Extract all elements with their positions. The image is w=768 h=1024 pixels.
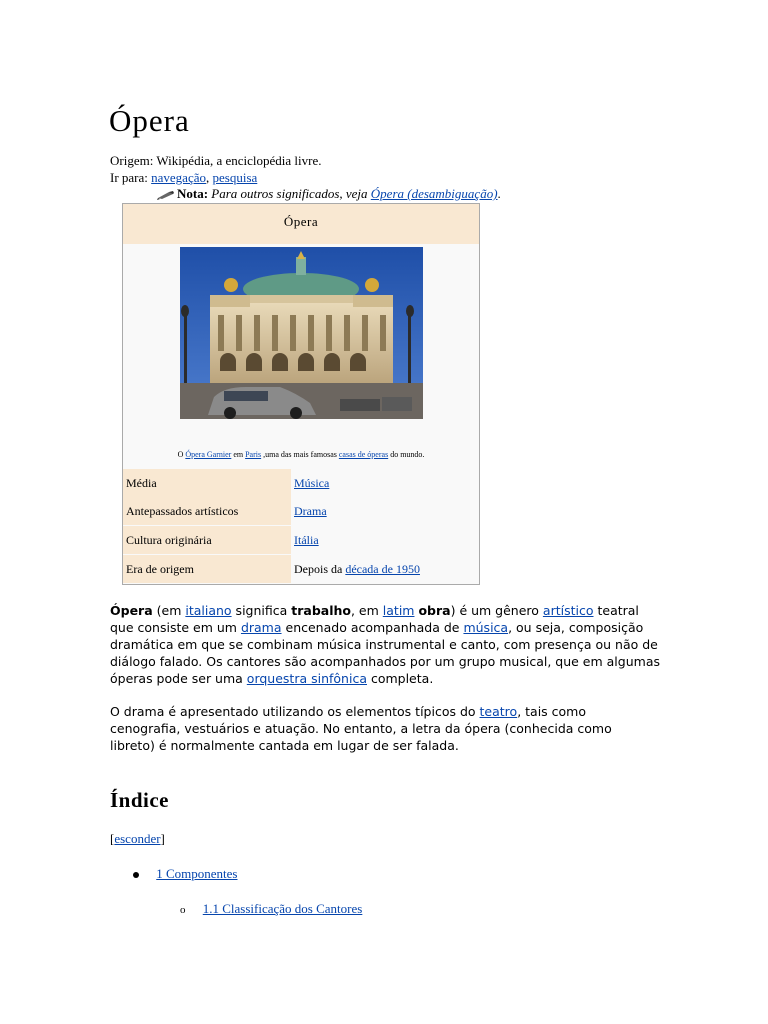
artistic-link[interactable]: artístico bbox=[542, 603, 594, 618]
italian-link[interactable]: italiano bbox=[185, 603, 232, 618]
page-title: Ópera bbox=[109, 103, 190, 138]
row-label: Era de origem bbox=[123, 555, 291, 583]
disambiguation-link[interactable]: Ópera (desambiguação) bbox=[370, 186, 498, 201]
opera-houses-link[interactable]: casas de óperas bbox=[338, 450, 389, 459]
infobox-row-era bbox=[123, 555, 479, 583]
intro-paragraph: Ópera (em italiano significa trabalho, em latim obra) é um gênero artístico teatral que consiste em um drama encenado acompanhada de música, ou seja, composição dramática em que se combinam música instrumental e canto, com presença ou não de diálogo falado. Os cantores são acompanhados por um grupo musical, que em algumas óperas pode ser uma orquestra sinfônica completa. bbox=[110, 603, 660, 686]
pen-icon bbox=[157, 190, 175, 200]
toc-heading: Índice bbox=[110, 788, 170, 812]
site-origin: Origem: Wikipédia, a enciclopédia livre. bbox=[110, 153, 322, 168]
toc-item bbox=[133, 866, 238, 882]
drama-text-link[interactable]: drama bbox=[240, 620, 282, 635]
bullet-disc-icon bbox=[133, 872, 139, 878]
bullet-circle-icon: o bbox=[180, 904, 186, 916]
row-value: Depois da década de 1950 bbox=[294, 562, 420, 576]
latin-link[interactable]: latim bbox=[382, 603, 415, 618]
jump-separator: , bbox=[206, 170, 210, 185]
row-label: Média bbox=[123, 469, 291, 497]
row-label: Antepassados artísticos bbox=[123, 497, 291, 525]
row-value bbox=[291, 469, 479, 497]
infobox-row-culture bbox=[123, 526, 479, 554]
infobox bbox=[122, 203, 480, 585]
note-end: . bbox=[497, 186, 501, 201]
infobox-row-ancestors bbox=[123, 497, 479, 525]
opera-garnier-link[interactable]: Ópera Garnier bbox=[185, 450, 232, 459]
toc-item bbox=[180, 901, 362, 917]
drama-link[interactable]: Drama bbox=[294, 504, 327, 518]
infobox-row-media bbox=[123, 469, 479, 497]
infobox-title: Ópera bbox=[123, 204, 479, 244]
row-value bbox=[291, 526, 479, 554]
paris-link[interactable]: Paris bbox=[245, 450, 262, 459]
disambiguation-note bbox=[157, 185, 501, 202]
music-link[interactable]: Música bbox=[294, 476, 330, 490]
search-link[interactable]: pesquisa bbox=[212, 170, 258, 185]
symphony-orchestra-link[interactable]: orquestra sinfônica bbox=[246, 671, 367, 686]
infobox-caption: O Ópera Garnier em Paris ,uma das mais famosas casas de óperas do mundo. bbox=[177, 450, 425, 459]
jump-prefix: Ir para: bbox=[110, 170, 148, 185]
music-text-link[interactable]: música bbox=[463, 620, 509, 635]
italy-link[interactable]: Itália bbox=[294, 533, 319, 547]
hide-toc-link[interactable]: esconder bbox=[114, 831, 161, 846]
drama-paragraph: O drama é apresentado utilizando os elementos típicos do teatro, tais como cenografia, vestuários e atuação. No entanto, a letra da ópera (conhecida como libreto) é normalmente cantada em lugar de ser falada. bbox=[110, 704, 612, 753]
theatre-link[interactable]: teatro bbox=[479, 704, 518, 719]
opera-garnier-photo[interactable] bbox=[180, 247, 423, 419]
row-label: Cultura originária bbox=[123, 526, 291, 554]
note-label: Nota: bbox=[177, 186, 209, 201]
toc-link-componentes[interactable]: 1 Componentes bbox=[156, 866, 238, 881]
toc-toggle: [esconder] bbox=[110, 831, 165, 846]
row-value bbox=[291, 497, 479, 525]
toc-link-classificacao[interactable]: 1.1 Classificação dos Cantores bbox=[202, 901, 363, 916]
decade-link[interactable]: década de 1950 bbox=[345, 562, 420, 576]
jump-to-links bbox=[110, 169, 257, 186]
note-text: Para outros significados, veja bbox=[211, 186, 368, 201]
navigation-link[interactable]: navegação bbox=[151, 170, 206, 185]
